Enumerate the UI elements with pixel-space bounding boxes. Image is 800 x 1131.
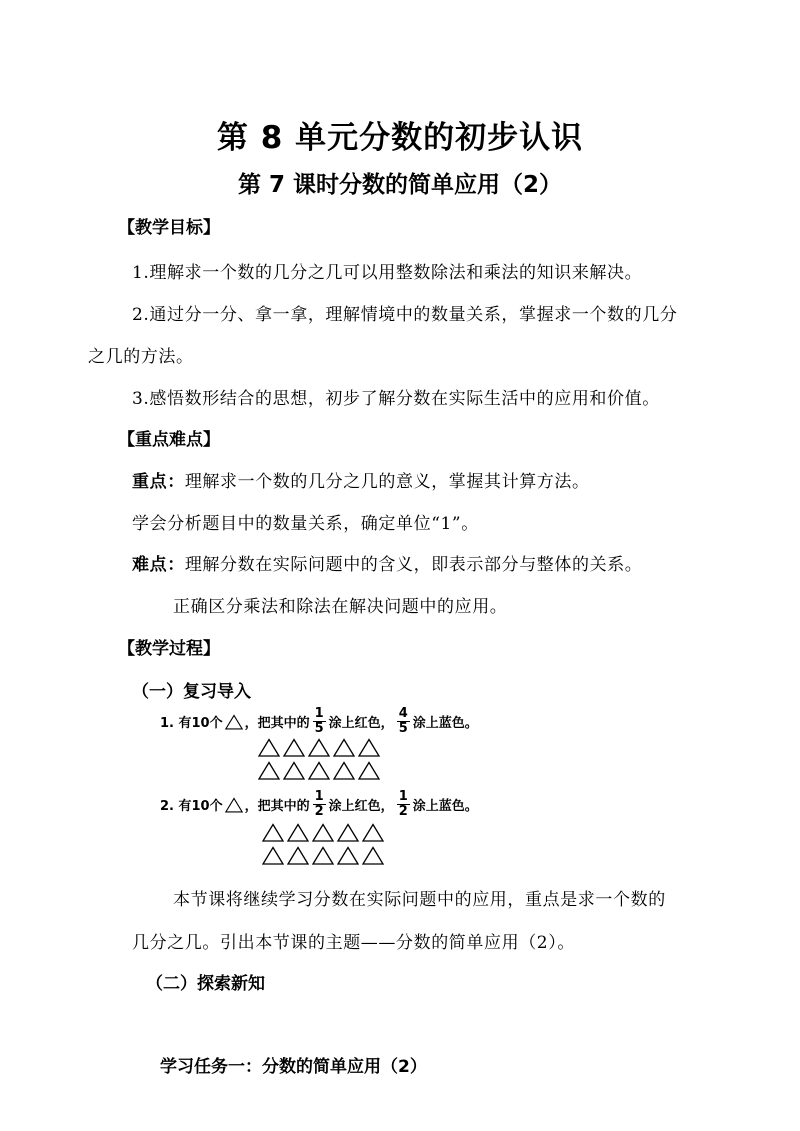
triangle-icon xyxy=(283,761,305,780)
objective-2-line2: 之几的方法。 xyxy=(88,347,194,367)
triangle-icon xyxy=(337,846,359,865)
part1-heading: （一）复习导入 xyxy=(132,682,251,702)
triangle-row xyxy=(262,846,384,865)
triangle-icon xyxy=(262,846,284,865)
triangle-icon xyxy=(287,846,309,865)
task1-heading: 学习任务一：分数的简单应用（2） xyxy=(160,1057,427,1077)
review-question-1 xyxy=(160,707,478,736)
q2-prefix: 2. 有10个 xyxy=(160,799,223,814)
difficult-point-label: 难点： xyxy=(132,555,185,575)
triangle-icon xyxy=(358,738,380,757)
part2-heading: （二）探索新知 xyxy=(146,974,265,994)
difficult-point-line2: 正确区分乘法和除法在解决问题中的应用。 xyxy=(173,597,508,617)
triangle-icon xyxy=(308,738,330,757)
objective-3: 3.感悟数形结合的思想，初步了解分数在实际生活中的应用和价值。 xyxy=(132,389,660,409)
key-point-text: 理解求一个数的几分之几的意义，掌握其计算方法。 xyxy=(184,472,590,492)
triangle-icon xyxy=(312,823,334,842)
triangle-icon xyxy=(358,761,380,780)
triangle-grid-1 xyxy=(258,738,380,780)
triangle-icon xyxy=(312,846,334,865)
triangle-icon xyxy=(362,846,384,865)
triangle-icon xyxy=(308,761,330,780)
triangle-row xyxy=(262,823,384,842)
triangle-grid-2 xyxy=(262,823,384,865)
q2-mid: ，把其中的 xyxy=(244,799,310,814)
fraction-4-5: $\frac{4}{5}$ xyxy=(398,706,408,736)
triangle-icon xyxy=(337,823,359,842)
triangle-icon xyxy=(287,823,309,842)
triangle-icon xyxy=(225,714,243,730)
triangle-icon xyxy=(258,738,280,757)
difficult-point-line xyxy=(132,550,642,575)
triangle-icon xyxy=(258,761,280,780)
triangle-icon xyxy=(333,761,355,780)
q2-mid2: 涂上红色， xyxy=(328,799,394,814)
triangle-icon xyxy=(225,797,243,813)
objective-2-line1: 2.通过分一分、拿一拿，理解情境中的数量关系，掌握求一个数的几分 xyxy=(132,305,678,325)
q1-mid: ，把其中的 xyxy=(244,716,310,731)
objectives-heading: 【教学目标】 xyxy=(118,218,220,238)
q1-prefix: 1. 有10个 xyxy=(160,716,223,731)
key-point-line xyxy=(132,467,590,492)
difficult-point-text: 理解分数在实际问题中的含义，即表示部分与整体的关系。 xyxy=(184,555,643,575)
process-heading: 【教学过程】 xyxy=(118,639,220,659)
intro-line-2: 几分之几。引出本节课的主题——分数的简单应用（2）。 xyxy=(132,933,575,953)
fraction-1-5: $\frac{1}{5}$ xyxy=(314,706,324,736)
triangle-row xyxy=(258,761,380,780)
key-point-line2: 学会分析题目中的数量关系，确定单位“1”。 xyxy=(132,514,479,534)
objective-1: 1.理解求一个数的几分之几可以用整数除法和乘法的知识来解决。 xyxy=(132,263,643,283)
key-point-label: 重点： xyxy=(132,472,185,492)
triangle-icon xyxy=(362,823,384,842)
key-points-heading: 【重点难点】 xyxy=(118,430,220,450)
triangle-row xyxy=(258,738,380,757)
fraction-1-2-b: $\frac{1}{2}$ xyxy=(398,789,408,819)
q1-mid2: 涂上红色， xyxy=(328,716,394,731)
triangle-icon xyxy=(262,823,284,842)
review-question-2 xyxy=(160,790,478,819)
fraction-1-2: $\frac{1}{2}$ xyxy=(314,789,324,819)
page-subtitle: 第 7 课时分数的简单应用（2） xyxy=(237,172,563,198)
intro-line-1: 本节课将继续学习分数在实际问题中的应用，重点是求一个数的 xyxy=(173,890,666,910)
page-title: 第 8 单元分数的初步认识 xyxy=(216,120,584,156)
triangle-icon xyxy=(283,738,305,757)
triangle-icon xyxy=(333,738,355,757)
q1-suffix: 涂上蓝色。 xyxy=(412,716,478,731)
q2-suffix: 涂上蓝色。 xyxy=(412,799,478,814)
